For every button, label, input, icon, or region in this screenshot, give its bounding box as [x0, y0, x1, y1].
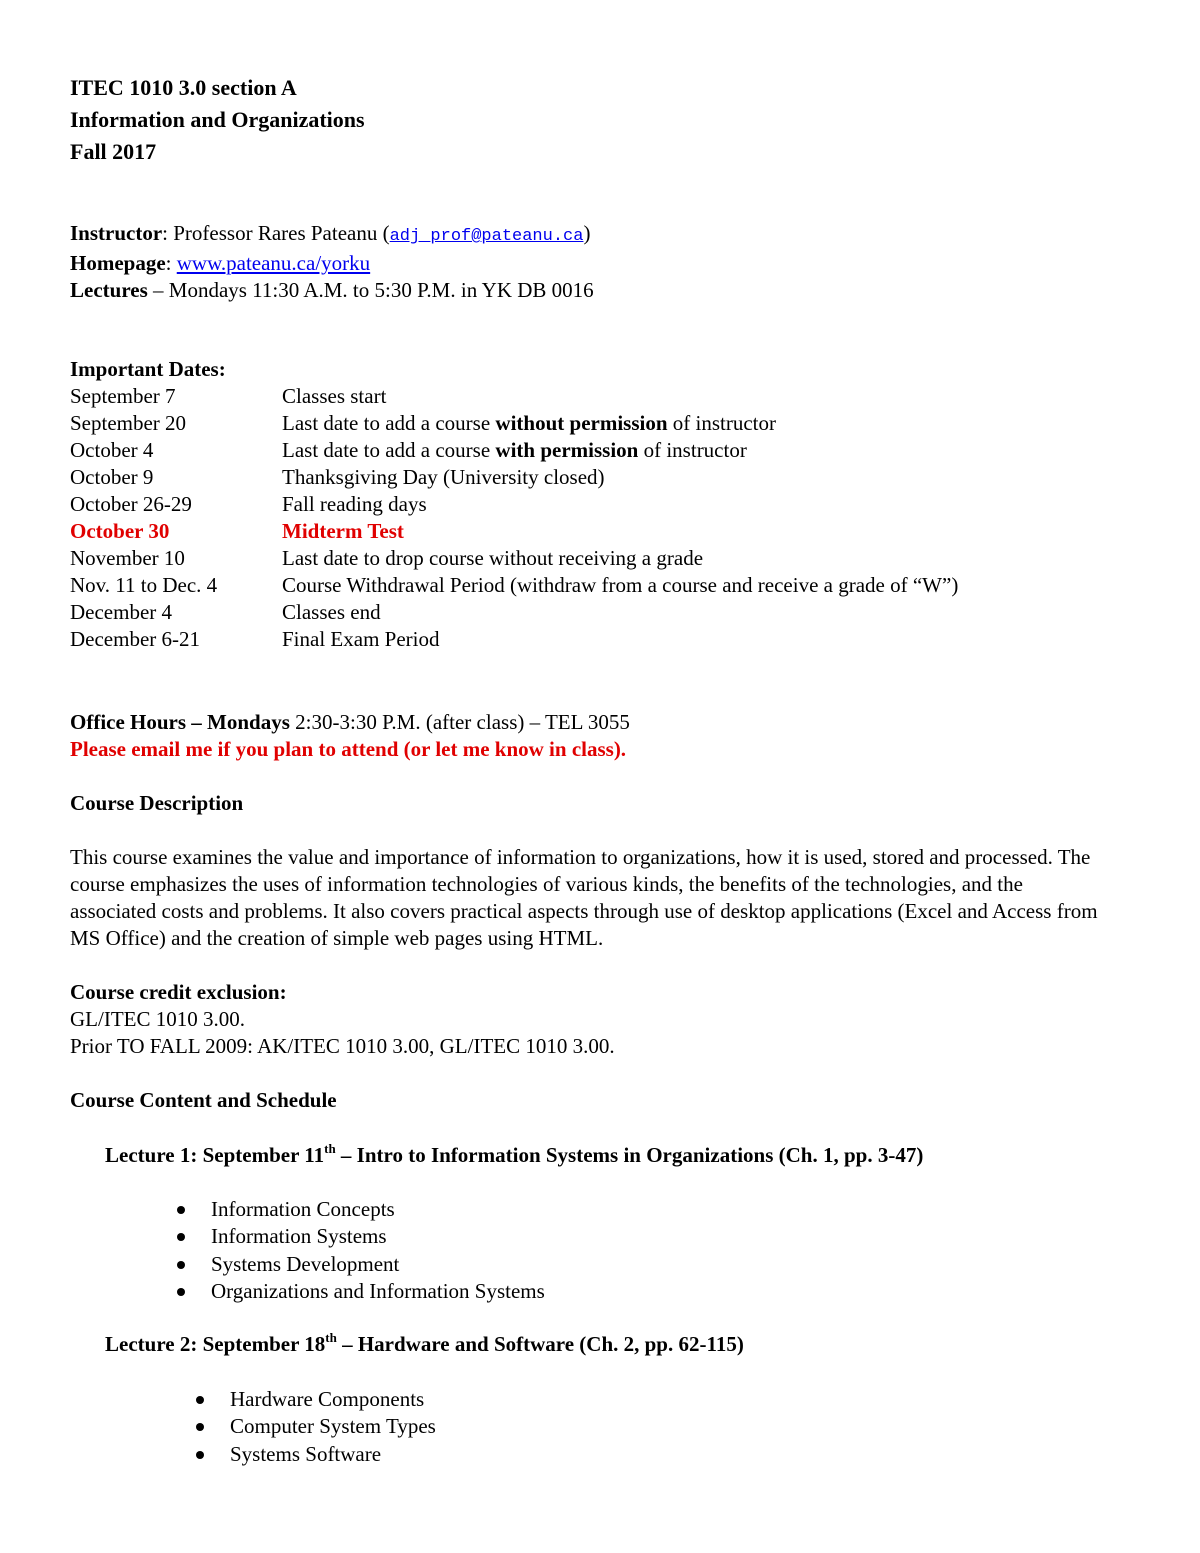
lecture-2-sup: th — [325, 1330, 337, 1345]
description-heading: Course Description — [70, 791, 244, 815]
homepage-line — [70, 250, 594, 277]
event-cell — [282, 410, 776, 437]
date-cell: October 30 — [70, 519, 170, 543]
event-text: of instructor — [638, 438, 747, 462]
contact-info — [70, 220, 594, 304]
topic-label: Organizations and Information Systems — [211, 1278, 545, 1303]
event-cell: Classes end — [282, 600, 381, 624]
instructor-label: Instructor — [70, 221, 163, 245]
date-row — [70, 437, 958, 464]
bullet-icon — [177, 1288, 185, 1296]
date-cell: September 20 — [70, 411, 187, 435]
bullet-icon — [196, 1396, 204, 1404]
lectures-text: – Mondays 11:30 A.M. to 5:30 P.M. in YK DB 0016 — [147, 278, 594, 302]
topic-label: Information Systems — [211, 1224, 387, 1249]
date-row — [70, 410, 958, 437]
office-hours-notice: Please email me if you plan to attend (or let me know in class). — [70, 737, 627, 761]
event-cell: Final Exam Period — [282, 627, 440, 651]
course-term: Fall 2017 — [70, 139, 157, 164]
event-cell: Fall reading days — [282, 492, 427, 516]
date-row — [70, 518, 958, 545]
date-row — [70, 626, 958, 653]
list-item — [230, 1413, 436, 1440]
date-cell: October 26-29 — [70, 492, 192, 516]
lecture-1-heading — [105, 1142, 923, 1169]
course-name: Information and Organizations — [70, 107, 365, 132]
event-cell — [282, 437, 747, 464]
event-cell: Course Withdrawal Period (withdraw from a course and receive a grade of “W”) — [282, 573, 959, 597]
topic-label: Information Concepts — [211, 1197, 395, 1221]
date-cell: December 6-21 — [70, 627, 201, 651]
office-hours-text: 2:30-3:30 P.M. (after class) – TEL 3055 — [289, 710, 630, 734]
date-cell: December 4 — [70, 600, 173, 624]
office-hours-line — [70, 709, 630, 736]
important-dates — [70, 356, 958, 653]
lecture-2-heading — [105, 1331, 744, 1358]
schedule-heading: Course Content and Schedule — [70, 1088, 337, 1112]
lecture-1-prefix: Lecture 1: September 11 — [105, 1143, 325, 1167]
credit-exclusion — [70, 979, 615, 1060]
list-item — [211, 1278, 545, 1305]
bullet-icon — [196, 1451, 204, 1459]
date-row — [70, 464, 958, 491]
list-item — [211, 1251, 545, 1278]
homepage-sep: : — [165, 251, 177, 275]
date-cell: November 10 — [70, 546, 185, 570]
date-row — [70, 599, 958, 626]
list-item — [230, 1386, 436, 1413]
exclusion-heading: Course credit exclusion: — [70, 980, 287, 1004]
exclusion-line-2: Prior TO FALL 2009: AK/ITEC 1010 3.00, GL/ITEC 1010 3.00. — [70, 1034, 615, 1058]
office-hours — [70, 709, 630, 763]
lecture-1-topics — [211, 1196, 545, 1305]
event-cell: Classes start — [282, 384, 387, 408]
lecture-2-suffix: – Hardware and Software (Ch. 2, pp. 62-115) — [336, 1332, 744, 1356]
homepage-label: Homepage — [70, 251, 166, 275]
lectures-label: Lectures — [70, 278, 148, 302]
instructor-line — [70, 220, 594, 250]
date-row — [70, 545, 958, 572]
date-cell: September 7 — [70, 384, 176, 408]
instructor-email-link[interactable]: adj_prof@pateanu.ca — [389, 227, 584, 246]
topic-label: Hardware Components — [230, 1387, 425, 1411]
topic-label: Systems Software — [230, 1441, 382, 1466]
event-text: of instructor — [667, 411, 777, 435]
instructor-close-paren: ) — [583, 221, 591, 245]
list-item — [230, 1441, 436, 1468]
bullet-icon — [177, 1233, 185, 1241]
important-dates-heading: Important Dates: — [70, 357, 226, 381]
bullet-icon — [196, 1423, 204, 1431]
event-emphasis: without permission — [495, 411, 668, 435]
lectures-line — [70, 277, 594, 304]
date-row — [70, 491, 958, 518]
course-code: ITEC 1010 3.0 section A — [70, 75, 297, 100]
event-emphasis: with permission — [495, 438, 639, 462]
lecture-1-suffix: – Intro to Information Systems in Organizations (Ch. 1, pp. 3-47) — [335, 1143, 924, 1167]
lecture-2-topics — [230, 1386, 436, 1468]
event-text: Last date to add a course — [282, 438, 496, 462]
event-text: Last date to add a course — [282, 411, 496, 435]
document-header — [70, 72, 365, 168]
list-item — [211, 1223, 545, 1250]
date-row — [70, 572, 958, 599]
date-cell: October 4 — [70, 438, 154, 462]
homepage-link[interactable]: www.pateanu.ca/yorku — [176, 251, 371, 275]
bullet-icon — [177, 1206, 185, 1214]
date-cell: Nov. 11 to Dec. 4 — [70, 573, 218, 597]
topic-label: Computer System Types — [230, 1414, 436, 1439]
date-cell: October 9 — [70, 465, 154, 489]
dates-table — [70, 383, 958, 653]
office-hours-label: Office Hours – Mondays — [70, 710, 290, 734]
list-item — [211, 1196, 545, 1223]
exclusion-line-1: GL/ITEC 1010 3.00. — [70, 1007, 245, 1031]
description-body: This course examines the value and importance of information to organizations, how it is used, stored and processed. The course emphasizes the uses of information technologies of various kinds, the benefits of the technologies, and the associated costs and problems. It also covers practical aspects through use of desktop applications (Excel and Access from MS Office) and the creation of simple web pages using HTML. — [70, 845, 1098, 950]
lecture-2-prefix: Lecture 2: September 18 — [105, 1332, 326, 1356]
topic-label: Systems Development — [211, 1251, 400, 1276]
instructor-name: : Professor Rares Pateanu ( — [162, 221, 390, 245]
event-cell: Midterm Test — [282, 519, 404, 543]
event-cell: Thanksgiving Day (University closed) — [282, 465, 605, 489]
date-row — [70, 383, 958, 410]
event-cell: Last date to drop course without receiving a grade — [282, 546, 704, 570]
lecture-1-sup: th — [324, 1141, 336, 1156]
bullet-icon — [177, 1261, 185, 1269]
